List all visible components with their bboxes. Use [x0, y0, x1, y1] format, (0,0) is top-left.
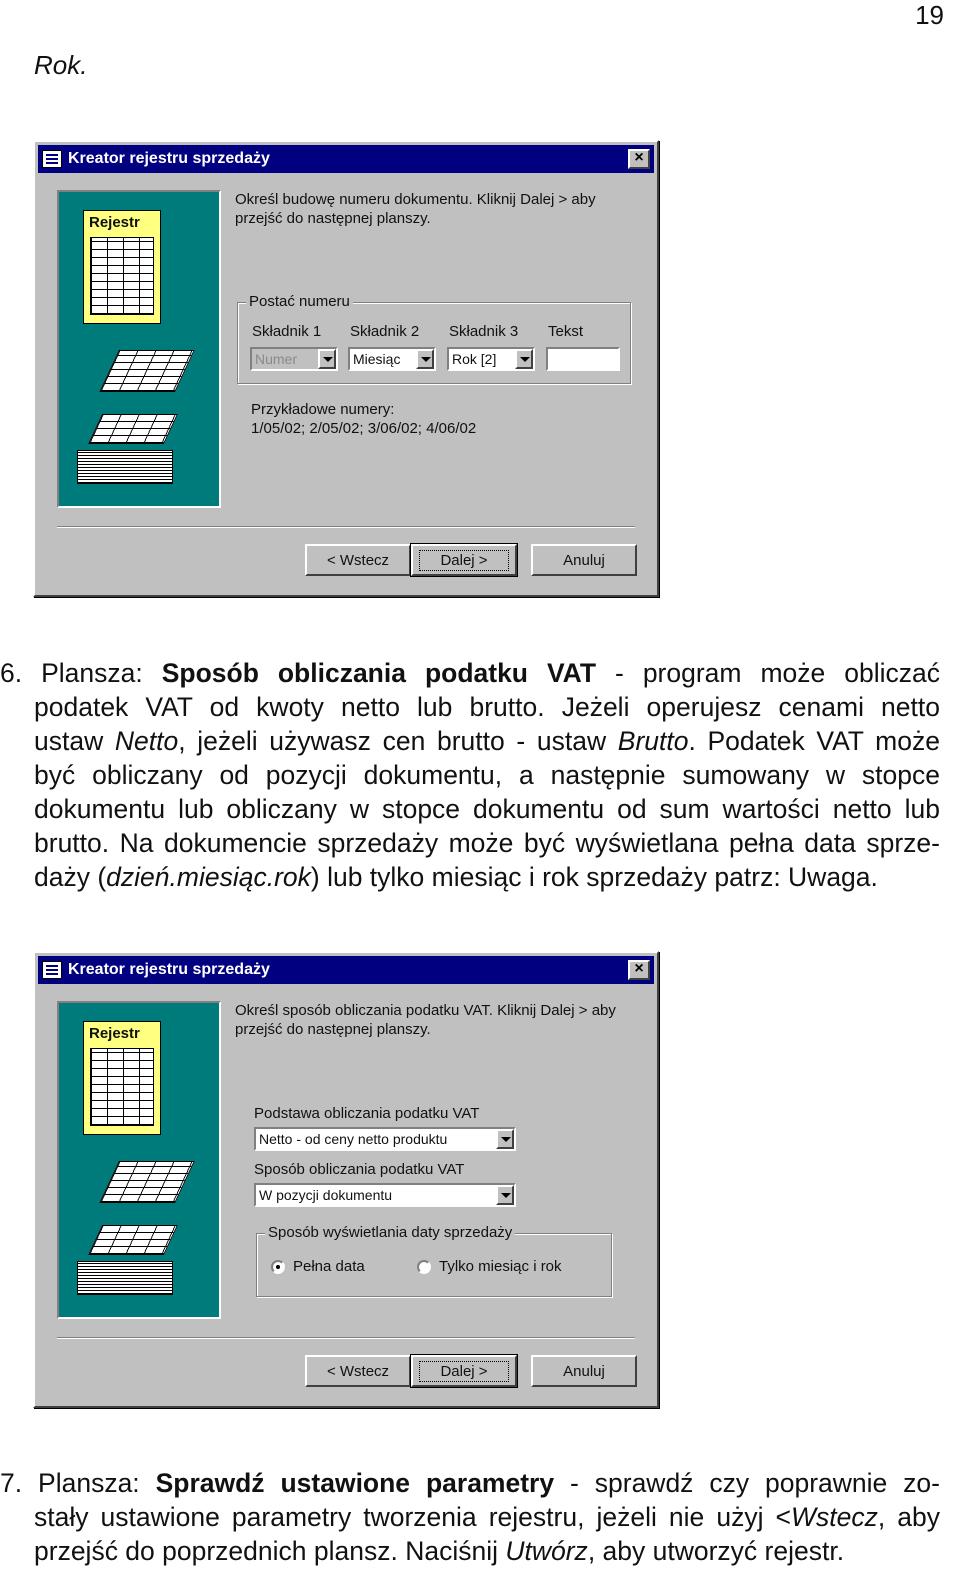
component-3-label: Składnik 3	[449, 323, 519, 340]
vat-method-select[interactable]	[254, 1183, 516, 1207]
wizard-dialog-vat-method	[33, 951, 659, 1408]
next-button-label: Dalej >	[419, 1361, 508, 1382]
card-title: Rejestr	[89, 1025, 140, 1042]
button-name: Wstecz	[790, 1502, 878, 1532]
chevron-down-icon[interactable]	[496, 1185, 514, 1205]
sheet-icon	[99, 350, 195, 392]
intro-text: Rok.	[34, 50, 88, 80]
title-bar	[38, 145, 654, 173]
chevron-down-icon[interactable]	[515, 349, 533, 369]
option-name: Brutto	[617, 726, 689, 756]
next-button[interactable]	[411, 1355, 517, 1387]
radio-month-year[interactable]	[417, 1258, 562, 1275]
chevron-down-icon	[318, 349, 336, 369]
spreadsheet-icon	[90, 237, 154, 315]
register-card-icon	[83, 1021, 161, 1135]
radio-checked-icon[interactable]	[271, 1260, 285, 1274]
text: . Podatek VAT może	[688, 726, 940, 756]
text-label: Tekst	[548, 323, 584, 340]
text: przejść do poprzednich plansz. Naciśnij	[34, 1536, 506, 1566]
sheet-icon	[88, 1225, 178, 1255]
example-numbers	[251, 400, 476, 438]
instruction-line: Określ sposób obliczania podatku VAT. Kliknij Dalej > aby	[235, 1002, 616, 1019]
component-1-label: Składnik 1	[252, 323, 322, 340]
component-1-select	[250, 347, 338, 371]
step-number: 7.	[0, 1468, 23, 1498]
select-value: Rok [2]	[452, 351, 497, 367]
text-line: być obliczany od pozycji dokumentu, a następnie sumowany w stopce	[34, 760, 940, 790]
window-title: Kreator rejestru sprzedaży	[68, 961, 270, 978]
text-line: brutto. Na dokumencie sprzedaży może być wyświetlana pełna data sprze-	[34, 828, 940, 858]
group-title: Sposób wyświetlania daty sprzedaży	[265, 1224, 515, 1241]
separator	[57, 526, 635, 528]
sheet-icon	[88, 414, 178, 444]
component-2-select[interactable]	[348, 347, 436, 371]
radio-label: Pełna data	[293, 1258, 365, 1275]
register-card-icon	[83, 210, 161, 324]
select-value: Netto - od ceny netto produktu	[259, 1131, 448, 1147]
instruction-text	[235, 190, 635, 228]
instruction-line: przejść do następnej planszy.	[235, 1021, 431, 1038]
component-3-select[interactable]	[447, 347, 535, 371]
text: - program może obliczać	[596, 658, 940, 688]
separator	[57, 1337, 635, 1339]
text: daży (	[34, 862, 107, 892]
next-button[interactable]	[411, 544, 517, 576]
sheet-icon	[99, 1161, 195, 1203]
text-line: podatek VAT od kwoty netto lub brutto. Jeżeli operujesz cenami netto	[34, 692, 940, 722]
select-value: Miesiąc	[353, 351, 401, 367]
radio-unchecked-icon[interactable]	[417, 1260, 431, 1274]
app-icon	[42, 961, 62, 979]
text: ustaw	[34, 726, 115, 756]
select-value: W pozycji dokumentu	[259, 1187, 393, 1203]
number-format-group	[237, 293, 631, 384]
text: - sprawdź czy poprawnie zo-	[554, 1468, 940, 1498]
title-bar	[38, 956, 654, 984]
instruction-line: przejść do następnej planszy.	[235, 210, 431, 227]
wizard-illustration	[57, 190, 221, 508]
app-icon	[42, 150, 62, 168]
component-2-label: Składnik 2	[350, 323, 420, 340]
cancel-button[interactable]: Anuluj	[531, 544, 637, 576]
stacked-sheets-icon	[77, 1261, 173, 1295]
close-button[interactable]: ×	[628, 960, 650, 980]
wizard-dialog-number-format	[33, 140, 659, 597]
step-7-paragraph	[0, 1466, 940, 1568]
text-line: dokumentu lub obliczany w stopce dokumentu od sum wartości netto lub	[34, 794, 940, 824]
screen-name: Sprawdź ustawione parametry	[155, 1468, 555, 1498]
text: Plansza:	[41, 658, 162, 688]
chevron-down-icon[interactable]	[496, 1129, 514, 1149]
date-format: dzień.miesiąc.rok	[106, 862, 311, 892]
text: stały ustawione parametry tworzenia rejestru, jeżeli nie użyj <	[34, 1502, 791, 1532]
radio-full-date[interactable]	[271, 1258, 365, 1275]
spreadsheet-icon	[90, 1048, 154, 1126]
screen-name: Sposób obliczania podatku VAT	[161, 658, 597, 688]
text: , jeżeli używasz cen brutto - ustaw	[178, 726, 618, 756]
chevron-down-icon[interactable]	[416, 349, 434, 369]
examples-label: Przykładowe numery:	[251, 401, 395, 418]
vat-basis-label: Podstawa obliczania podatku VAT	[254, 1105, 480, 1122]
page-number: 19	[915, 0, 944, 30]
step-number: 6.	[0, 658, 23, 688]
close-button[interactable]: ×	[628, 149, 650, 169]
text: , aby utworzyć rejestr.	[587, 1536, 845, 1566]
text-input[interactable]	[546, 347, 620, 371]
instruction-text	[235, 1001, 635, 1039]
back-button[interactable]: < Wstecz	[305, 544, 411, 576]
select-value: Numer	[255, 351, 298, 367]
radio-label: Tylko miesiąc i rok	[439, 1258, 562, 1275]
back-button[interactable]: < Wstecz	[305, 1355, 411, 1387]
stacked-sheets-icon	[77, 450, 173, 484]
card-title: Rejestr	[89, 214, 140, 231]
option-name: Netto	[114, 726, 179, 756]
cancel-button[interactable]: Anuluj	[531, 1355, 637, 1387]
wizard-illustration	[57, 1001, 221, 1319]
step-6-paragraph	[0, 656, 940, 894]
instruction-line: Określ budowę numeru dokumentu. Kliknij Dalej > aby	[235, 191, 596, 208]
window-title: Kreator rejestru sprzedaży	[68, 150, 270, 167]
text: Plansza:	[38, 1468, 156, 1498]
group-title: Postać numeru	[246, 293, 353, 310]
vat-method-label: Sposób obliczania podatku VAT	[254, 1161, 465, 1178]
date-display-group	[256, 1224, 612, 1297]
text: ) lub tylko miesiąc i rok sprzedaży patrz: Uwaga.	[310, 862, 878, 892]
next-button-label: Dalej >	[419, 550, 508, 571]
vat-basis-select[interactable]	[254, 1127, 516, 1151]
examples-value: 1/05/02; 2/05/02; 3/06/02; 4/06/02	[251, 420, 477, 437]
text: , aby	[877, 1502, 940, 1532]
button-name: Utwórz	[505, 1536, 588, 1566]
